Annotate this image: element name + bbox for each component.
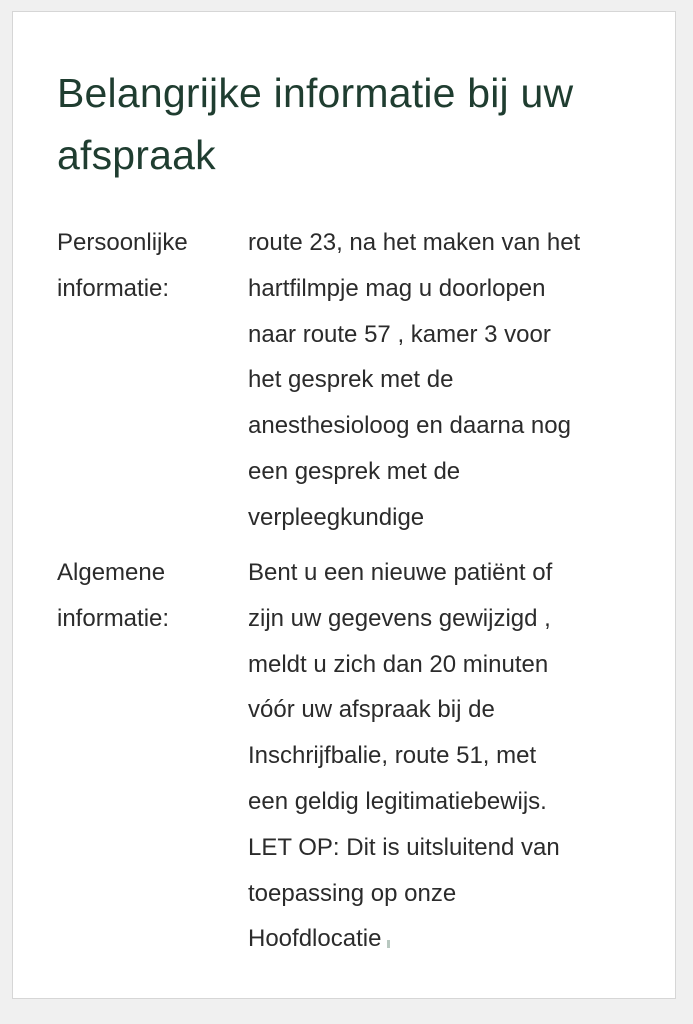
- general-info-body: Bent u een nieuwe patiënt of zijn uw gegevens gewijzigd , meldt u zich dan 20 minuten vóór uw afspraak bij de Inschrijfbalie, route 51, met een geldig legitimatiebewijs. LET OP: Dit is uitsluitend van toepassing op onze Hoofdlocatie: [248, 559, 560, 953]
- personal-info-text: route 23, na het maken van het hartfilmpje mag u doorlopen naar route 57 , kamer 3 voor het gesprek met de anesthesioloog en daarna nog een gesprek met de verpleegkundige: [248, 229, 581, 531]
- general-info-label: Algemene informatie:: [57, 559, 170, 632]
- personal-info-label: Persoonlijke informatie:: [57, 229, 188, 302]
- general-info-text: [248, 550, 648, 962]
- appointment-info-card: [12, 11, 676, 999]
- text-cursor-mark: [387, 940, 390, 948]
- page-title: Belangrijke informatie bij uw afspraak: [57, 70, 574, 178]
